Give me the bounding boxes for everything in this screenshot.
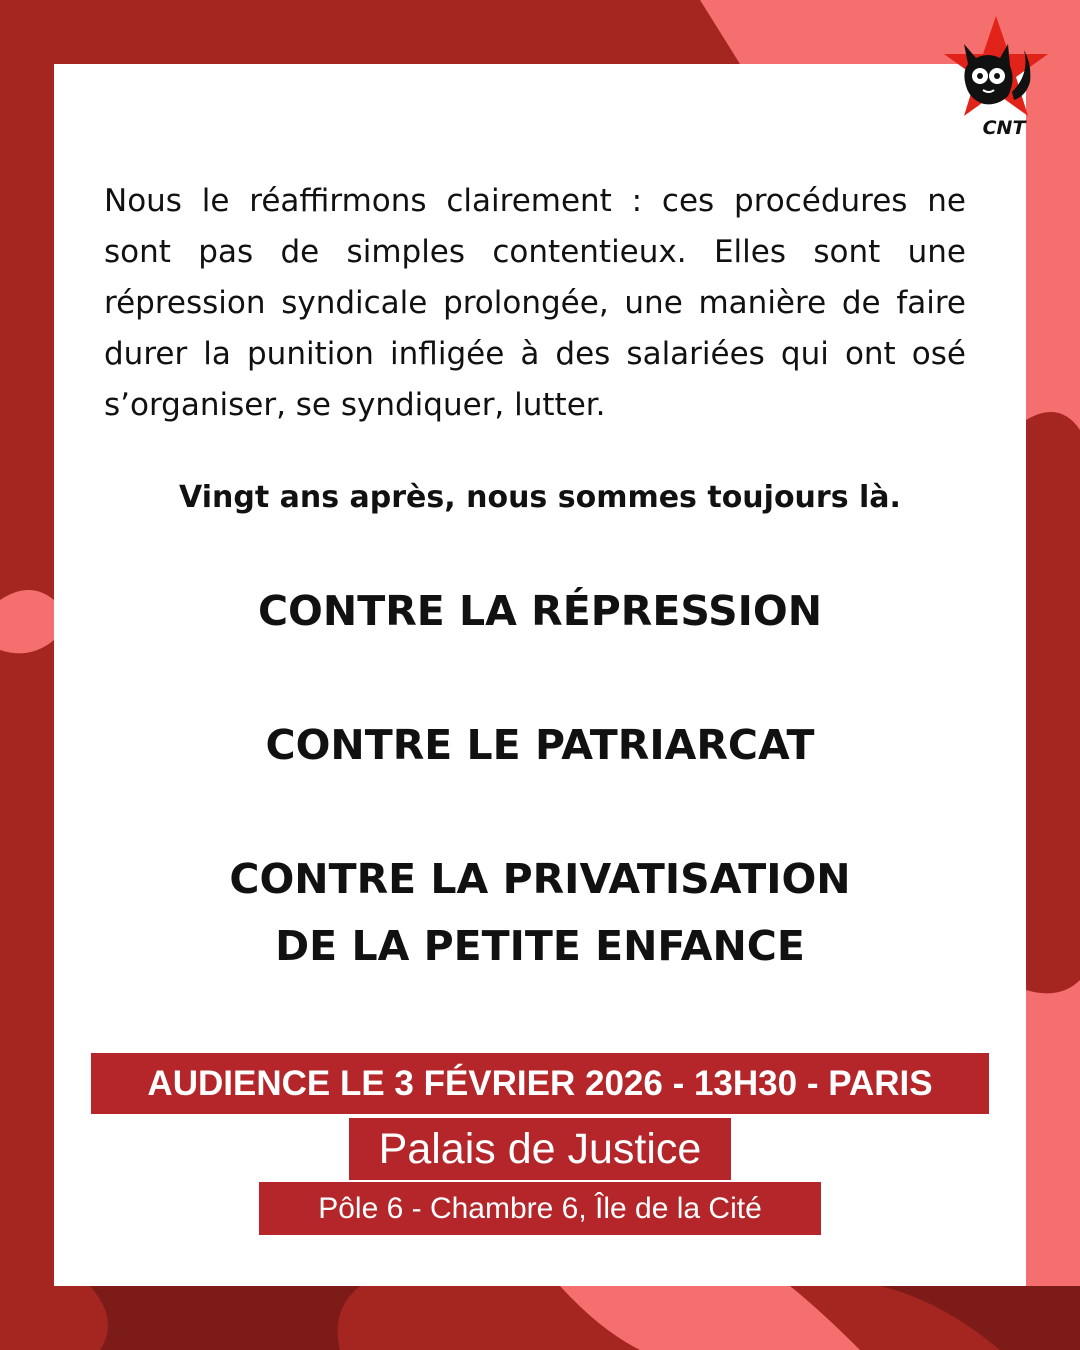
bg-shape-left-lower bbox=[0, 64, 54, 1286]
slogan-patriarcat: CONTRE LE PATRIARCAT bbox=[265, 721, 815, 769]
bg-shape-bottom-dark bbox=[90, 1286, 360, 1350]
event-room: Pôle 6 - Chambre 6, Île de la Cité bbox=[259, 1182, 821, 1235]
intro-paragraph: Nous le réaffirmons clairement : ces procédures ne sont pas de simples contentieux. Elles sont une répression syndicale prolongée, une manière de faire durer la punition infligée à des salariées qui ont osé s’organiser, se syndiquer, lutter. bbox=[104, 183, 966, 423]
cnt-logo-icon bbox=[942, 14, 1050, 138]
tagline: Vingt ans après, nous sommes toujours là. bbox=[179, 480, 901, 515]
content-card bbox=[54, 64, 1026, 1286]
bg-shape-left-mid bbox=[0, 590, 54, 653]
event-headline: AUDIENCE LE 3 FÉVRIER 2026 - 13H30 - PARIS bbox=[91, 1053, 989, 1114]
logo-text: CNT bbox=[982, 117, 1026, 138]
event-venue: Palais de Justice bbox=[349, 1118, 731, 1180]
bg-shape-left bbox=[0, 0, 740, 64]
slogan-repression: CONTRE LA RÉPRESSION bbox=[257, 587, 823, 635]
slogan-privatisation: CONTRE LA PRIVATISATION bbox=[229, 855, 851, 903]
bg-shape-right bbox=[1026, 412, 1080, 993]
slogan-petite-enfance: DE LA PETITE ENFANCE bbox=[275, 922, 805, 970]
